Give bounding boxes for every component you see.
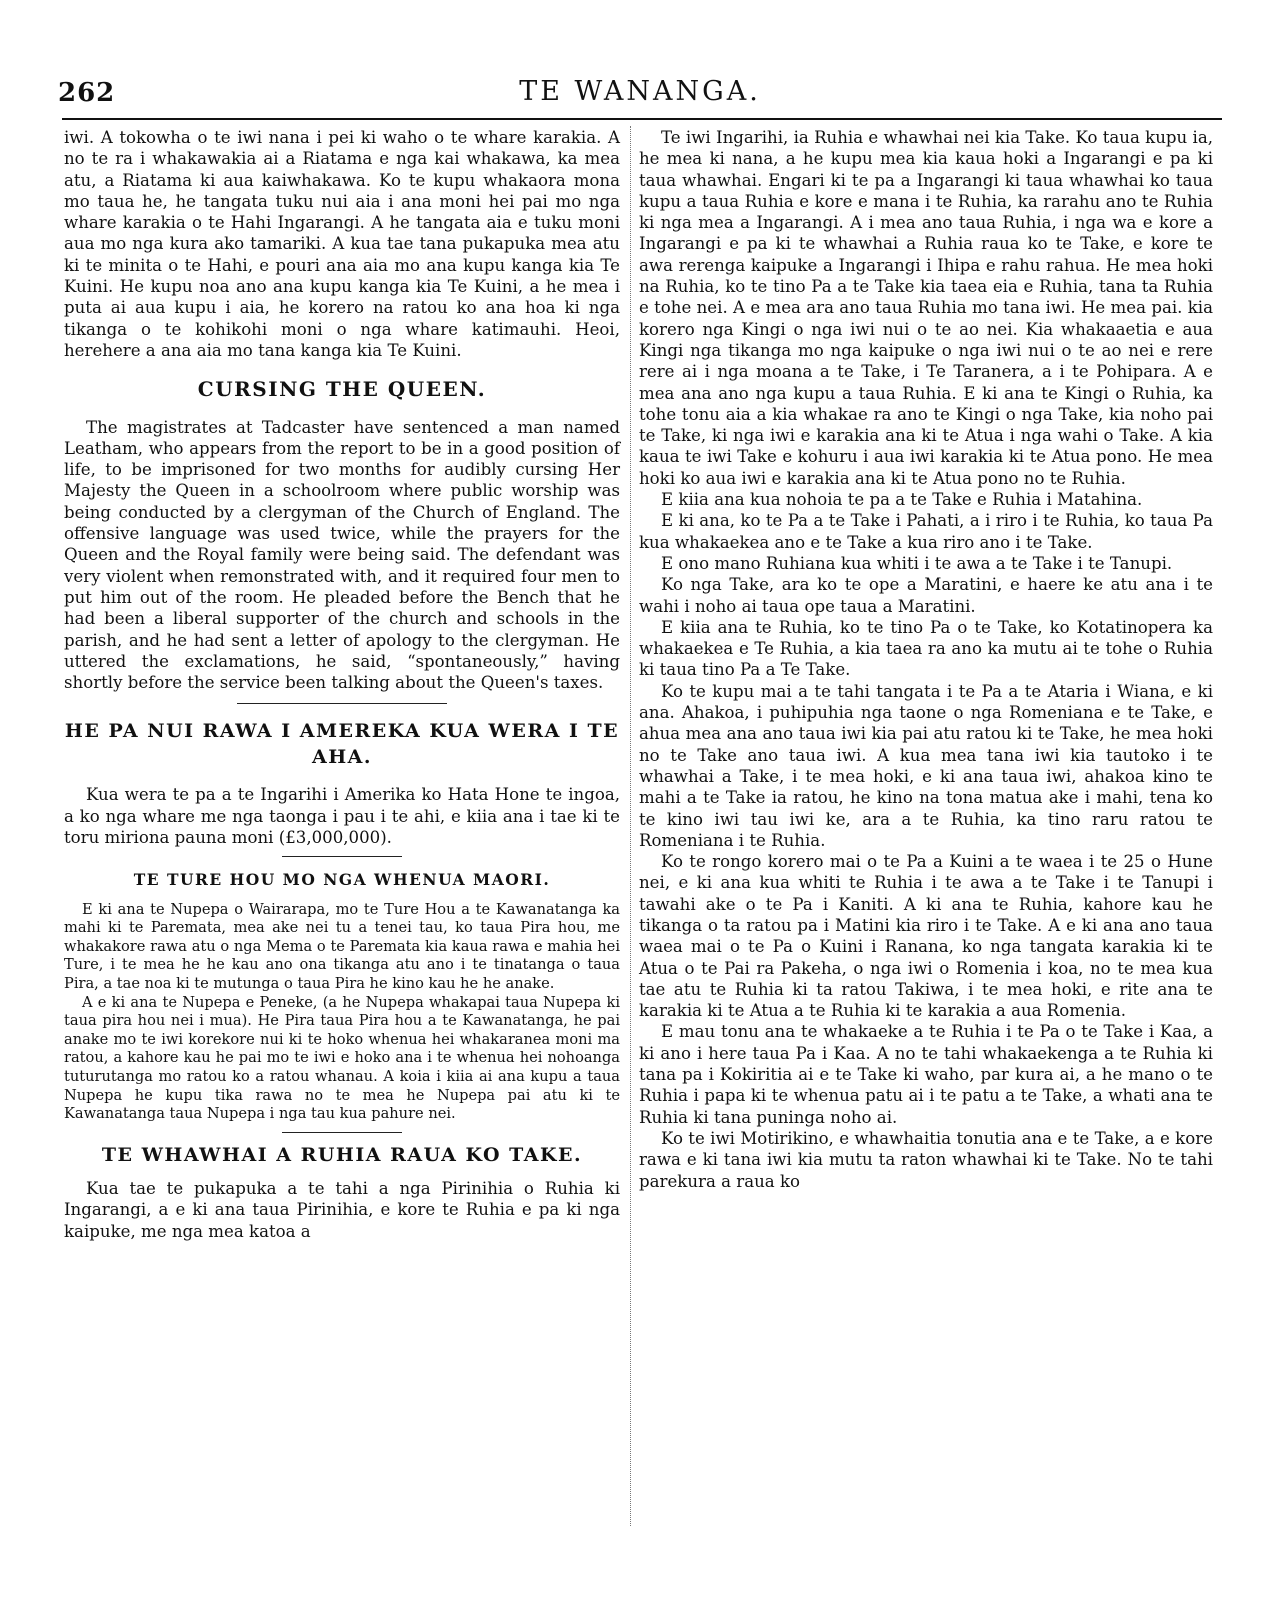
article-heading-whawhai: TE WHAWHAI A RUHIA RAUA KO TAKE. (101, 1143, 583, 1166)
paragraph: E kiia ana kua nohoia te pa a te Take e Ruhia i Matahina. (661, 490, 1143, 510)
article-body-ture-hou (64, 901, 620, 1124)
paragraph: Ko te rongo korero mai o te Pa a Kuini a te waea i te 25 o Hune nei, e ki ana kua whiti te Ruhia i te awa a te Take i te Tanupi i tawahi ake o te Pa i Kaniti. A ki ana te Ruhia, kahore kau he tikanga o ta ratou pa i Matini kia riro i te Take. A e ki ana ano taua waea mai o te Pa o Kuini i Ranana, ko nga tangata karakia ki te Atua o te Pai ra Pakeha, o nga iwi o Romenia i koa, no te mea kua tae atu te Ruhia ki ta ratou Takiwa, i te mea hoki, e rite ana te karakia ki te Atua a te Ruhia ki te karakia a aua Romenia. (639, 852, 1213, 1021)
paragraph: Ko te iwi Motirikino, e whawhaitia tonutia ana e te Take, a e kore rawa e ki tana iwi kia mutu ta raton whawhai ki te Take. No te tahi parekura a raua ko (639, 1128, 1213, 1191)
section-rule (282, 856, 402, 857)
header-rule (62, 118, 1222, 120)
article-body-pa-nui: Kua wera te pa a te Ingarihi i Amerika ko Hata Hone te ingoa, a ko nga whare me nga taonga i pau i te ahi, e kiia ana i tae ki te toru miriona pauna moni (£3,000,000). (64, 785, 620, 848)
masthead-title: TE WANANGA. (519, 76, 761, 107)
right-column (639, 127, 1213, 1192)
section-rule (237, 703, 447, 704)
article-heading-ture-hou: TE TURE HOU MO NGA WHENUA MAORI. (133, 870, 551, 890)
paragraph: A e ki ana te Nupepa e Peneke, (a he Nupepa whakapai taua Nupepa ki taua pira hou nei i mua). He Pira taua Pira hou a te Kawanatanga, he pai anake mo te iwi korekore nui ki te hoko whenua hei whakaranea moni ma ratou, a kahore kau he pai mo te iwi e hoko ana i te whenua hei nohoanga tuturutanga mo ratou ko a ratou whanau. A koia i kiia ai ana kupu a taua Nupepa he kupu tika rawa no te mea he Nupepa pai atu ki te Kawanatanga taua Nupepa i nga tau kua pahure nei. (64, 993, 620, 1123)
paragraph: E mau tonu ana te whakaeke a te Ruhia i te Pa o te Take i Kaa, a ki ano i here taua Pa i Kaa. A no te tahi whakaekenga a te Ruhia ki tana pa i Kokiritia ai e te Take ki waho, par kura ai, a he mano o te Ruhia i papa ki te whenua patu ai i te patu a te Take, a whati ana te Ruhia ki tana puninga noho ai. (639, 1022, 1213, 1127)
paragraph: E ki ana te Nupepa o Wairarapa, mo te Ture Hou a te Kawanatanga ka mahi ki te Paremata, mea ake nei tu a tenei tau, ko taua Pira hou, me whakakore rawa atu o nga Mema o te Paremata kia kaua rawa e mahia hei Ture, i te mea he he kau ano ona tikanga atu ano i te tinatanga o taua Pira, a tae noa ki te mutunga o taua Pira he kino kau he he anake. (64, 900, 620, 992)
article-heading-pa-nui: HE PA NUI RAWA I AMEREKA KUA WERA I TE AHA. (64, 720, 620, 769)
article-body-cursing-the-queen: The magistrates at Tadcaster have sentenced a man named Leatham, who appears from the report to be in a good position of life, to be imprisoned for two months for audibly cursing Her Majesty the Queen in a schoolroom where public worship was being conducted by a clergyman of the Church of England. The offensive language was used twice, while the prayers for the Queen and the Royal family were being said. The defendant was very violent when remonstrated with, and it required four men to put him out of the room. He pleaded before the Bench that he had been a liberal supporter of the church and schools in the parish, and he had sent a letter of apology to the clergyman. He uttered the exclamations, he said, “spontaneously,” having shortly before the service been talking about the Queen's taxes. (64, 417, 620, 693)
paragraph: E kiia ana te Ruhia, ko te tino Pa o te Take, ko Kotatinopera ka whakaekea e Te Ruhia, a kia taea ra ano ka mutu ai te tohe o Ruhia ki taua tino Pa a Te Take. (639, 617, 1213, 680)
paragraph: Ko te kupu mai a te tahi tangata i te Pa a te Ataria i Wiana, e ki ana. Ahakoa, i puhipuhia nga taone o nga Romeniana e te Take, e ahua mea ana ano taua iwi kia pai atu ratou ki te Take, he mea hoki no te Take ano taua iwi. A kua mea tana iwi kia tautoko i te whawhai a Take, i te mea hoki, e ki ana taua iwi, ahakoa kino te mahi a te Take ia ratou, he kino na tona matua ake i mahi, tena ko te kino iwi tau iwi ke, ara a te Ruhia, ka tino raru ratou te Romeniana i te Ruhia. (639, 681, 1213, 850)
column-divider (630, 126, 631, 1526)
left-column (64, 127, 620, 1242)
paragraph: Ko nga Take, ara ko te ope a Maratini, e haere ke atu ana i te wahi i noho ai taua ope taua a Maratini. (639, 575, 1213, 616)
paragraph: Te iwi Ingarihi, ia Ruhia e whawhai nei kia Take. Ko taua kupu ia, he mea ki nana, a he kupu mea kia kaua hoki a Ingarangi e pa ki taua whawhai. Engari ki te pa a Ingarangi ki taua whawhai ko taua kupu a taua Ruhia e kore e mana i te Ruhia, ka rarahu ano te Ruhia ki nga mea a Ingarangi. A i mea ano taua Ruhia, i nga wa e kore a Ingarangi e pa ki te whawhai a Ruhia raua ko te Take, e kore te awa rerenga kaipuke a Ingarangi i Ihipa e rahu rahua. He mea hoki na Ruhia, ko te tino Pa a te Take kia taea eia e Ruhia, tana ta Ruhia e tohe nei. A e mea ara ano taua Ruhia mo tana iwi. He mea pai. kia korero nga Kingi o nga iwi nui o te ao nei. Kia whakaaetia e aua Kingi nga tikanga mo nga kaipuke o nga iwi nui o te ao nei e rere rere ai i nga moana a te Take, i Te Taranera, a i te Pohipara. A e mea ana ano nga kupu a taua Ruhia. E ki ana te Kingi o Ruhia, ka tohe tonu aia a kia whakae ra ano te Kingi o nga Take, kia noho pai te Take, ki nga iwi e karakia ana ki te Atua i nga wahi o Take. A kia kaua te iwi Take e kohuru i aua iwi karakia ki te Atua pono. He mea hoki ko aua iwi e karakia ana ki te Atua pono no te Ruhia. (639, 128, 1213, 488)
section-rule (282, 1132, 402, 1133)
paragraph: E ki ana, ko te Pa a te Take i Pahati, a i riro i te Ruhia, ko taua Pa kua whakaekea ano e te Take a kua riro ano i te Take. (639, 511, 1213, 552)
article-body-whawhai: Kua tae te pukapuka a te tahi a nga Pirinihia o Ruhia ki Ingarangi, a e ki ana taua Pirinihia, e kore te Ruhia e pa ki nga kaipuke, me nga mea katoa a (64, 1179, 620, 1241)
paragraph: E ono mano Ruhiana kua whiti i te awa a te Take i te Tanupi. (661, 553, 1173, 573)
page-number: 262 (58, 78, 116, 108)
article-heading-cursing-the-queen: CURSING THE QUEEN. (197, 377, 487, 402)
continued-paragraph: iwi. A tokowha o te iwi nana i pei ki waho o te whare karakia. A no te ra i whakawakia ai a Riatama e nga kai whakawa, ka mea atu, a Riatama ki aua kaiwhakawa. Ko te kupu whakaora mona mo taua he, he tangata tuku nui aia i ana moni hei pai mo nga whare karakia o te Hahi Ingarangi. A he tangata aia e tuku moni aua mo nga kura ako tamariki. A kua tae tana pukapuka mea atu ki te minita o te Hahi, e pouri ana aia mo ana kupu kanga kia Te Kuini. He kupu noa ano ana kupu kanga kia Te Kuini, a he mea i puta ai aua kupu i aia, he korero na ratou ko ana hoa ki nga tikanga o te kohikohi moni o nga whare katimauhi. Heoi, herehere a ana aia mo tana kanga kia Te Kuini. (64, 128, 620, 360)
